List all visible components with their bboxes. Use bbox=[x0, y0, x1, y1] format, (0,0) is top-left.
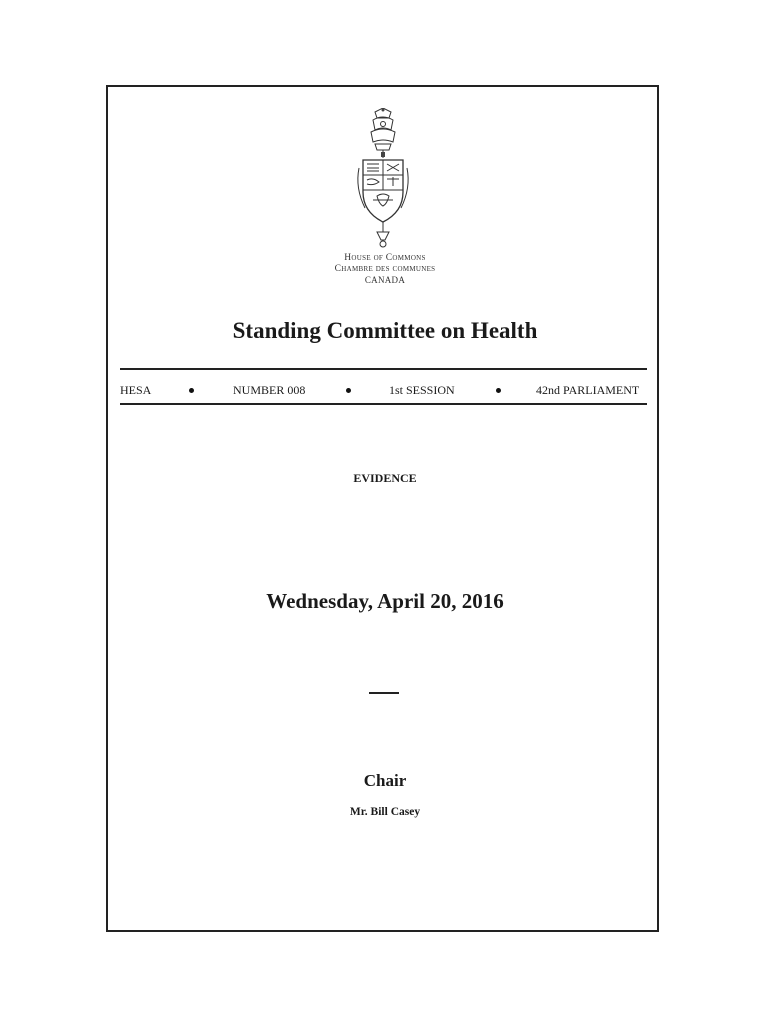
chair-heading: Chair bbox=[363, 771, 407, 790]
crest-icon bbox=[351, 108, 415, 250]
meeting-number: NUMBER 008 bbox=[233, 383, 306, 397]
house-name-english: House of Commons bbox=[344, 253, 426, 263]
house-name-french: Chambre des communes bbox=[334, 264, 436, 274]
session: 1st SESSION bbox=[389, 383, 455, 397]
committee-code: HESA bbox=[120, 383, 152, 397]
committee-title: Standing Committee on Health bbox=[232, 318, 538, 343]
bottom-rule bbox=[120, 403, 647, 405]
top-rule bbox=[120, 368, 647, 370]
parliament: 42nd PARLIAMENT bbox=[536, 383, 640, 397]
bullet-icon bbox=[496, 388, 501, 393]
separator-dash bbox=[369, 692, 399, 694]
chair-name: Mr. Bill Casey bbox=[349, 806, 421, 818]
bullet-icon bbox=[346, 388, 351, 393]
document-type: EVIDENCE bbox=[353, 471, 417, 485]
country-name: CANADA bbox=[364, 275, 406, 285]
meeting-date: Wednesday, April 20, 2016 bbox=[266, 589, 504, 613]
bullet-icon bbox=[189, 388, 194, 393]
